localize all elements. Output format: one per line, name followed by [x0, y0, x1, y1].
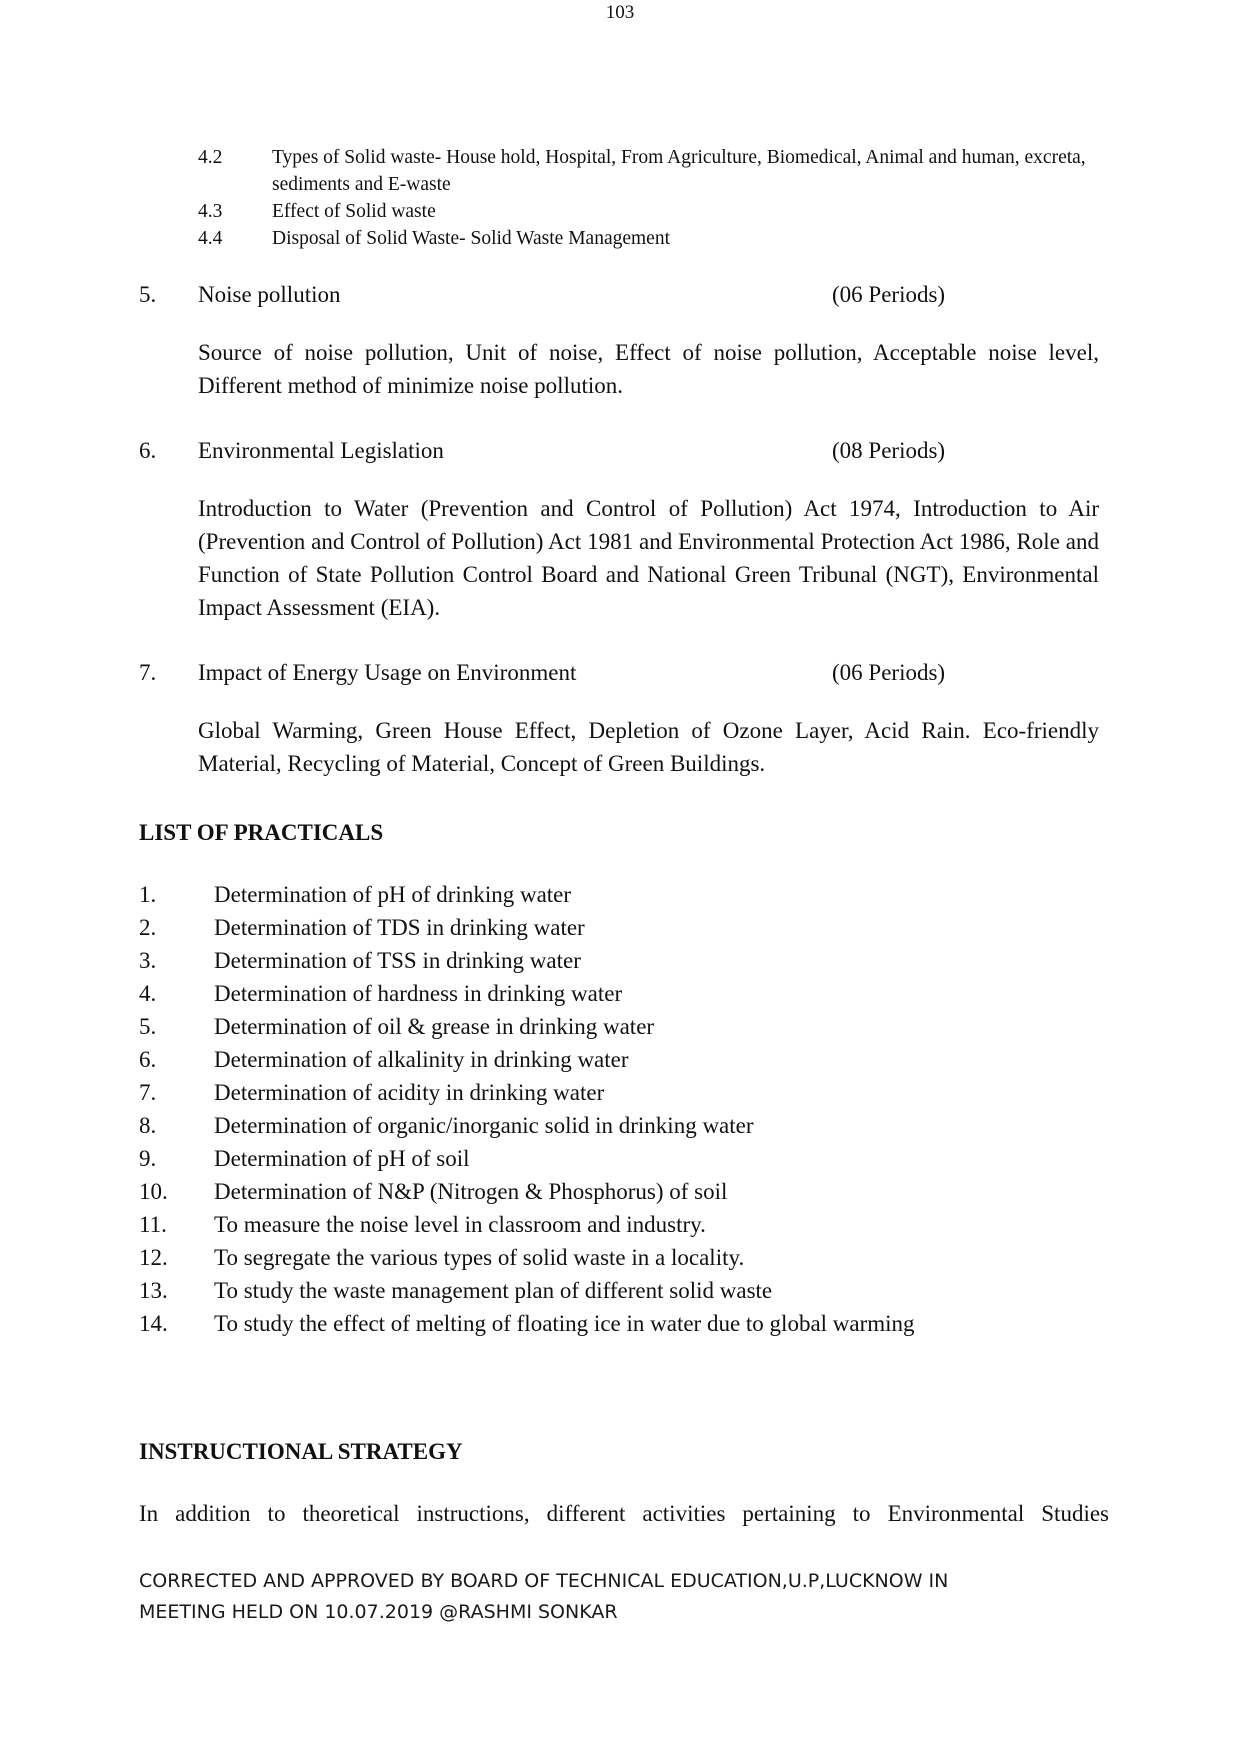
- subtopic-list: [198, 144, 1108, 252]
- footer-line: MEETING HELD ON 10.07.2019 @RASHMI SONKAR: [139, 1601, 618, 1623]
- practical-item: [139, 1043, 1119, 1076]
- practicals-list: [139, 878, 1119, 1340]
- practical-item: [139, 1076, 1119, 1109]
- practical-text: To measure the noise level in classroom and industry.: [214, 1212, 706, 1237]
- unit-title: Environmental Legislation: [198, 438, 444, 463]
- practical-item: [139, 1175, 1119, 1208]
- practical-number: 12.: [139, 1245, 168, 1270]
- unit-noise-pollution: [139, 280, 1099, 402]
- practical-number: 13.: [139, 1278, 168, 1303]
- practical-text: To study the effect of melting of floating ice in water due to global warming: [214, 1311, 915, 1336]
- practical-item: [139, 1010, 1119, 1043]
- practical-text: Determination of oil & grease in drinking water: [214, 1014, 655, 1039]
- unit-description: Introduction to Water (Prevention and Control of Pollution) Act 1974, Introduction to Air (Prevention and Control of Pollution) Act 1981 and Environmental Protection Act 1986, Role and Function of State Pollution Control Board and National Green Tribunal (NGT), Environmental Impact Assessment (EIA).: [198, 496, 1099, 620]
- practical-number: 7.: [139, 1080, 157, 1105]
- practical-text: Determination of hardness in drinking water: [214, 981, 623, 1006]
- unit-description: Global Warming, Green House Effect, Depletion of Ozone Layer, Acid Rain. Eco-friendly Material, Recycling of Material, Concept of Green Buildings.: [198, 718, 1099, 776]
- practicals-heading: LIST OF PRACTICALS: [139, 820, 384, 845]
- practical-text: Determination of pH of soil: [214, 1146, 470, 1171]
- unit-periods: (06 Periods): [832, 660, 946, 685]
- footer-line: CORRECTED AND APPROVED BY BOARD OF TECHNICAL EDUCATION,U.P,LUCKNOW IN: [139, 1570, 949, 1592]
- practical-number: 11.: [139, 1212, 167, 1237]
- subtopic-text: Effect of Solid waste: [272, 201, 436, 222]
- subtopic-item: [198, 144, 1108, 198]
- strategy-heading: INSTRUCTIONAL STRATEGY: [139, 1439, 463, 1464]
- practical-item: [139, 1208, 1119, 1241]
- subtopic-item: [198, 198, 1108, 225]
- unit-periods: (08 Periods): [832, 438, 946, 463]
- unit-number: 5.: [139, 282, 157, 307]
- subtopic-number: 4.2: [198, 147, 223, 168]
- unit-header: [139, 436, 1099, 466]
- practical-item: [139, 1109, 1119, 1142]
- practical-number: 3.: [139, 948, 157, 973]
- practical-text: To study the waste management plan of different solid waste: [214, 1278, 773, 1303]
- unit-title: Noise pollution: [198, 282, 341, 307]
- practical-text: Determination of organic/inorganic solid in drinking water: [214, 1113, 754, 1138]
- practical-number: 2.: [139, 915, 157, 940]
- subtopic-number: 4.3: [198, 201, 223, 222]
- practical-text: Determination of TDS in drinking water: [214, 915, 585, 940]
- practical-number: 10.: [139, 1179, 168, 1204]
- unit-energy-impact: [139, 658, 1099, 780]
- unit-number: 6.: [139, 438, 157, 463]
- unit-periods: (06 Periods): [832, 282, 946, 307]
- page-footer: [139, 1566, 1099, 1628]
- unit-environmental-legislation: [139, 436, 1099, 624]
- practical-number: 9.: [139, 1146, 157, 1171]
- practical-item: [139, 977, 1119, 1010]
- practical-item: [139, 1307, 1119, 1340]
- practical-number: 6.: [139, 1047, 157, 1072]
- practical-number: 14.: [139, 1311, 168, 1336]
- practical-number: 1.: [139, 882, 157, 907]
- practical-item: [139, 911, 1119, 944]
- subtopic-item: [198, 225, 1108, 252]
- page-number: 103: [605, 2, 635, 23]
- practical-number: 8.: [139, 1113, 157, 1138]
- practical-text: Determination of TSS in drinking water: [214, 948, 581, 973]
- subtopic-number: 4.4: [198, 228, 223, 249]
- practical-item: [139, 944, 1119, 977]
- practical-item: [139, 1142, 1119, 1175]
- unit-number: 7.: [139, 660, 157, 685]
- strategy-paragraph: In addition to theoretical instructions, different activities pertaining to Environmental Studies: [139, 1501, 1109, 1526]
- unit-description: Source of noise pollution, Unit of noise, Effect of noise pollution, Acceptable noise level, Different method of minimize noise pollution.: [198, 340, 1099, 398]
- practical-text: To segregate the various types of solid waste in a locality.: [214, 1245, 745, 1270]
- practical-text: Determination of acidity in drinking water: [214, 1080, 605, 1105]
- practical-item: [139, 1274, 1119, 1307]
- unit-header: [139, 658, 1099, 688]
- subtopic-text: Types of Solid waste- House hold, Hospital, From Agriculture, Biomedical, Animal and human, excreta, sediments and E-waste: [272, 147, 1086, 195]
- practical-text: Determination of pH of drinking water: [214, 882, 572, 907]
- practical-item: [139, 1241, 1119, 1274]
- subtopic-text: Disposal of Solid Waste- Solid Waste Management: [272, 228, 671, 249]
- practical-text: Determination of N&P (Nitrogen & Phosphorus) of soil: [214, 1179, 728, 1204]
- unit-header: [139, 280, 1099, 310]
- unit-title: Impact of Energy Usage on Environment: [198, 660, 577, 685]
- practical-number: 5.: [139, 1014, 157, 1039]
- practical-item: [139, 878, 1119, 911]
- practical-number: 4.: [139, 981, 157, 1006]
- practical-text: Determination of alkalinity in drinking water: [214, 1047, 629, 1072]
